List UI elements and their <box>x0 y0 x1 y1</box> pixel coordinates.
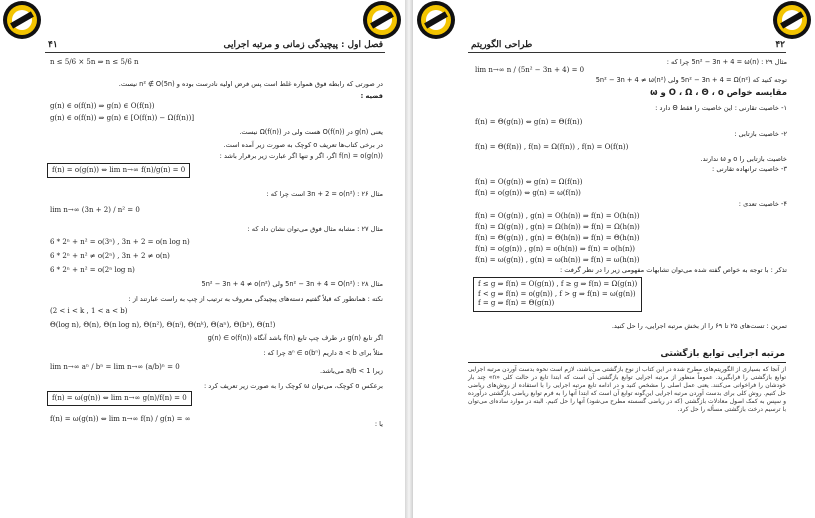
equation-line: 6 * 2ⁿ + n² = o(2ⁿ log n) <box>50 266 135 274</box>
theorem-label: قضیه : <box>360 92 383 100</box>
equation-line: f(n) = Ω(g(n)) , g(n) = Ω(h(n)) ⇒ f(n) = Ω(h(n)) <box>475 223 640 231</box>
analogy-box <box>473 277 642 312</box>
property-line: ۴- خاصیت تعدی : <box>738 200 787 208</box>
analogy-row: f ≤ g ⇒ f(n) = O(g(n)) , f ≥ g ⇒ f(n) = Ω(g(n)) <box>478 280 638 288</box>
text-line: یا : <box>374 420 383 428</box>
watermark-badge-icon <box>2 0 42 40</box>
book-gutter <box>405 0 413 518</box>
note-line: نکته : همانطور که قبلاً گفتیم دسته‌های پیچیدگی معروف به ترتیب از چپ به راست عبارتند از : <box>128 295 383 303</box>
equation-line: f(n) = Θ(f(n)) , f(n) = Ω(f(n)) , f(n) = O(f(n)) <box>475 143 629 151</box>
equation-line: lim n→∞ aⁿ / bⁿ = lim n→∞ (a/b)ⁿ = 0 <box>50 363 180 371</box>
equation-line: Θ(log n), Θ(n), Θ(n log n), Θ(n²), Θ(nⁱ), Θ(nᵏ), Θ(aⁿ), Θ(bⁿ), Θ(n!) <box>50 321 276 329</box>
text-line: یعنی g(n) در O(f(n)) هست ولی در Ω(f(n)) نیست. <box>239 128 383 136</box>
text-line: توجه کنید که 5n² − 3n + 4 = Ω(n²) ولی 5n² − 3n + 4 ≠ ω(n²) <box>595 76 787 84</box>
equation-line: f(n) = ω(g(n)) ⇔ lim n→∞ f(n) / g(n) = ∞ <box>50 415 191 423</box>
subsection-title: مقایسه خواص O ، Ω ، Θ ، o و ω <box>650 88 787 98</box>
section-paragraph: از آنجا که بسیاری از الگوریتم‌های مطرح شده در این کتاب از نوع بازگشتی می‌باشند، لازم است نحوه بدست آوردن مرتبه اجرایی توابع بازگشتی را فرابگیرید. عموماً منظور از مرتبه اجرایی توابع بازگشتی آن است که ابتدا تابع در حالت کلی «n» چند بار خودشان را فراخوانی می‌کنند. یعنی عمل اصلی را مشخص کنید و در ادامه تابع مرتبه اجرایی را با استفاده از روش‌های ریاضی حل کنیم. روش کلی برای بدست آوردن مرتبه اجرایی این‌گونه توابع آن است که ابتدا آنها را به فرم توابع ریاضی بازگشتی درآورده و سپس به کمک اصول معادلات بازگشتی (که در ریاضی گسسته مطرح می‌شود) آنها را حل کنیم. البته در موارد ساده‌ای می‌توان با ترسیم درخت بازگشتی مسأله را حل کرد. <box>468 366 786 413</box>
equation-line: f(n) = Θ(g(n)) , g(n) = Θ(h(n)) ⇒ f(n) = Θ(h(n)) <box>475 234 640 242</box>
example-line: مثال ۲۸ : 5n² − 3n + 4 = O(n²) ولی 5n² − 3n + 4 ≠ o(n²) <box>201 280 383 288</box>
property-line: ۲- خاصیت بازتابی : <box>734 130 787 138</box>
equation-line: f(n) = Θ(g(n)) ⇔ g(n) = Θ(f(n)) <box>475 118 583 126</box>
definition-box: f(n) = ω(g(n)) ⇔ lim n→∞ g(n)/f(n) = 0 <box>47 391 192 406</box>
header-rule <box>468 52 786 53</box>
property-line: ۱- خاصیت تقارنی : این خاصیت را فقط Θ دارد : <box>655 104 787 112</box>
text-line: زیرا 1 > a/b می‌باشد. <box>319 367 383 375</box>
example-line: مثال ۲۶ : 3n + 2 = o(n²) است چرا که : <box>266 190 383 198</box>
text-line: اگر تابع g(n) در طرف چپ تابع f(n) باشد آنگاه g(n) ∈ o(f(n)) <box>207 334 383 342</box>
section-title: مرتبه اجرایی توابع بازگشتی <box>660 349 785 359</box>
text-line: مثلاً برای a < b داریم aⁿ ∈ o(bⁿ) چرا که : <box>263 349 383 357</box>
equation-line: 6 * 2ⁿ + n² ≠ o(2ⁿ) , 3n + 2 ≠ o(n) <box>50 252 170 260</box>
book-header: طراحی الگوریتم <box>471 40 533 50</box>
equation-line: f(n) = ω(g(n)) , g(n) = ω(h(n)) ⇒ f(n) = ω(h(n)) <box>475 256 640 264</box>
chapter-header: فصل اول : پیچیدگی زمانی و مرتبه اجرایی <box>223 40 383 50</box>
right-page <box>413 0 815 518</box>
watermark-badge-icon <box>772 0 812 40</box>
definition-box: f(n) = o(g(n)) ⇔ lim n→∞ f(n)/g(n) = 0 <box>47 163 190 178</box>
equation-line: f(n) = o(g(n)) ⇔ g(n) = ω(f(n)) <box>475 189 581 197</box>
equation-line: g(n) ∈ o(f(n)) ⇒ g(n) ∈ O(f(n)) <box>50 102 155 110</box>
equation-line: lim n→∞ (3n + 2) / n² = 0 <box>50 206 140 214</box>
text-line: f(n) = o(g(n)) اگر، اگر و تنها اگر عبارت زیر برقرار باشد : <box>219 152 383 160</box>
text-line: برعکس o کوچک، می‌توان ω کوچک را به صورت زیر تعریف کرد : <box>203 382 383 390</box>
text-line: خاصیت بازتابی را o و ω ندارند. <box>700 155 787 163</box>
equation-line: f(n) = o(g(n)) , g(n) = o(h(n)) ⇒ f(n) = o(h(n)) <box>475 245 635 253</box>
watermark-badge-icon <box>362 0 402 40</box>
page-number: ۴۱ <box>48 40 58 50</box>
analogy-row: f = g ⇒ f(n) = Θ(g(n)) <box>478 299 555 307</box>
equation-line: 6 * 2ⁿ + n² = o(3ⁿ) , 3n + 2 = o(n log n) <box>50 238 190 246</box>
example-line: مثال ۲۹ : 5n² − 3n + 4 = ω(n) چرا که : <box>666 58 787 66</box>
equation-line: f(n) = O(g(n)) , g(n) = O(h(n)) ⇒ f(n) = O(h(n)) <box>475 212 640 220</box>
equation-line: n ≤ 5/6 × 5n ⇒ n ≤ 5/6 n <box>50 58 139 66</box>
property-line: ۳- خاصیت ترانهاده تقارنی : <box>712 165 787 173</box>
exercise-line: تمرین : تست‌های ۲۵ تا ۶۹ را از بخش مرتبه اجرایی، را حل کنید. <box>611 322 787 330</box>
text-line: در صورتی که رابطه فوق همواره غلط است پس فرض اولیه نادرست بوده و n² ∉ O(5n) نیست. <box>118 80 383 88</box>
watermark-badge-icon <box>416 0 456 40</box>
section-rule <box>468 362 786 363</box>
equation-line: lim n→∞ n / (5n² − 3n + 4) = 0 <box>475 66 585 74</box>
note-line: تذکر : با توجه به خواص گفته شده می‌توان تشابهات مفهومی زیر را در نظر گرفت : <box>559 266 787 274</box>
equation-line: g(n) ∈ o(f(n)) ⇒ g(n) ∈ [O(f(n)) − Ω(f(n))] <box>50 114 195 122</box>
header-rule <box>45 52 385 53</box>
equation-line: (2 < i < k , 1 < a < b) <box>50 307 128 315</box>
text-line: در برخی کتاب‌ها تعریف o کوچک به صورت زیر آمده است. <box>223 141 383 149</box>
page-number: ۴۲ <box>775 40 785 50</box>
example-line: مثال ۲۷ : مشابه مثال فوق می‌توان نشان داد که : <box>247 225 383 233</box>
equation-line: f(n) = O(g(n)) ⇔ g(n) = Ω(f(n)) <box>475 178 583 186</box>
left-page <box>0 0 405 518</box>
analogy-row: f < g ⇒ f(n) = o(g(n)) , f > g ⇒ f(n) = ω(g(n)) <box>478 289 636 298</box>
